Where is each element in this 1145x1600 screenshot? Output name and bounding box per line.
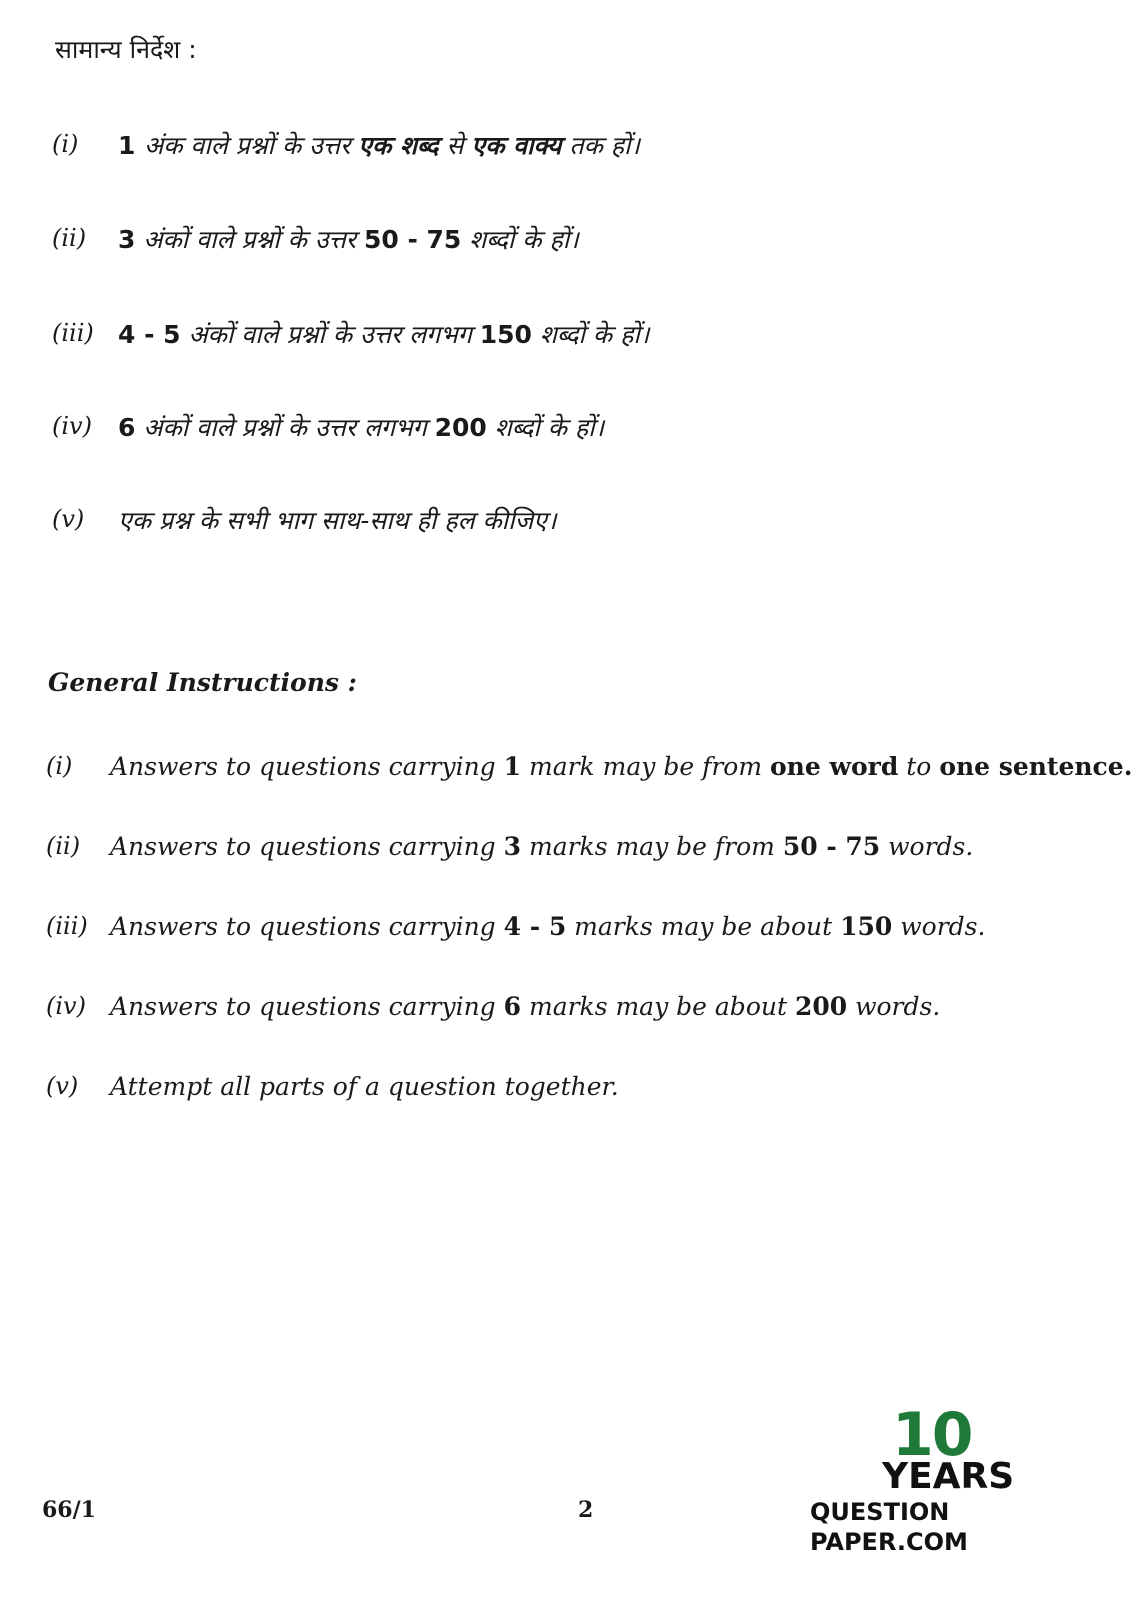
instruction-text: 1 अंक वाले प्रश्नों के उत्तर एक शब्द से एक वाक्य तक हों। <box>118 131 640 160</box>
instruction-text: Answers to questions carrying 3 marks may be from 50 - 75 words. <box>110 832 974 861</box>
page-number: 2 <box>578 1497 594 1523</box>
logo-site-name: QUESTION PAPER.COM <box>810 1498 968 1556</box>
site-logo <box>800 1400 1090 1556</box>
roman-numeral: (iii) <box>52 319 94 347</box>
instruction-text: 4 - 5 अंकों वाले प्रश्नों के उत्तर लगभग 150 शब्दों के हों। <box>118 320 650 349</box>
instruction-text: Answers to questions carrying 6 marks may be about 200 words. <box>110 992 941 1021</box>
instruction-text: 3 अंकों वाले प्रश्नों के उत्तर 50 - 75 शब्दों के हों। <box>118 225 579 254</box>
roman-numeral: (i) <box>52 130 79 158</box>
general-instructions-title: General Instructions : <box>48 668 357 697</box>
instruction-text: Attempt all parts of a question together. <box>110 1072 619 1101</box>
roman-numeral: (i) <box>46 752 73 780</box>
hindi-instructions-title: सामान्य निर्देश : <box>55 35 197 64</box>
roman-numeral: (iv) <box>46 992 86 1020</box>
logo-years: YEARS <box>882 1456 1015 1497</box>
roman-numeral: (iii) <box>46 912 88 940</box>
roman-numeral: (v) <box>52 505 85 533</box>
roman-numeral: (ii) <box>46 832 81 860</box>
logo-number: 10 <box>892 1400 972 1470</box>
instruction-text: 6 अंकों वाले प्रश्नों के उत्तर लगभग 200 शब्दों के हों। <box>118 413 605 442</box>
instruction-text: Answers to questions carrying 4 - 5 marks may be about 150 words. <box>110 912 986 941</box>
paper-code: 66/1 <box>42 1497 96 1523</box>
roman-numeral: (v) <box>46 1072 79 1100</box>
roman-numeral: (ii) <box>52 224 87 252</box>
instruction-text: एक प्रश्न के सभी भाग साथ-साथ ही हल कीजिए। <box>118 506 557 535</box>
instruction-text: Answers to questions carrying 1 mark may be from one word to one sentence. <box>110 752 1133 781</box>
roman-numeral: (iv) <box>52 412 92 440</box>
